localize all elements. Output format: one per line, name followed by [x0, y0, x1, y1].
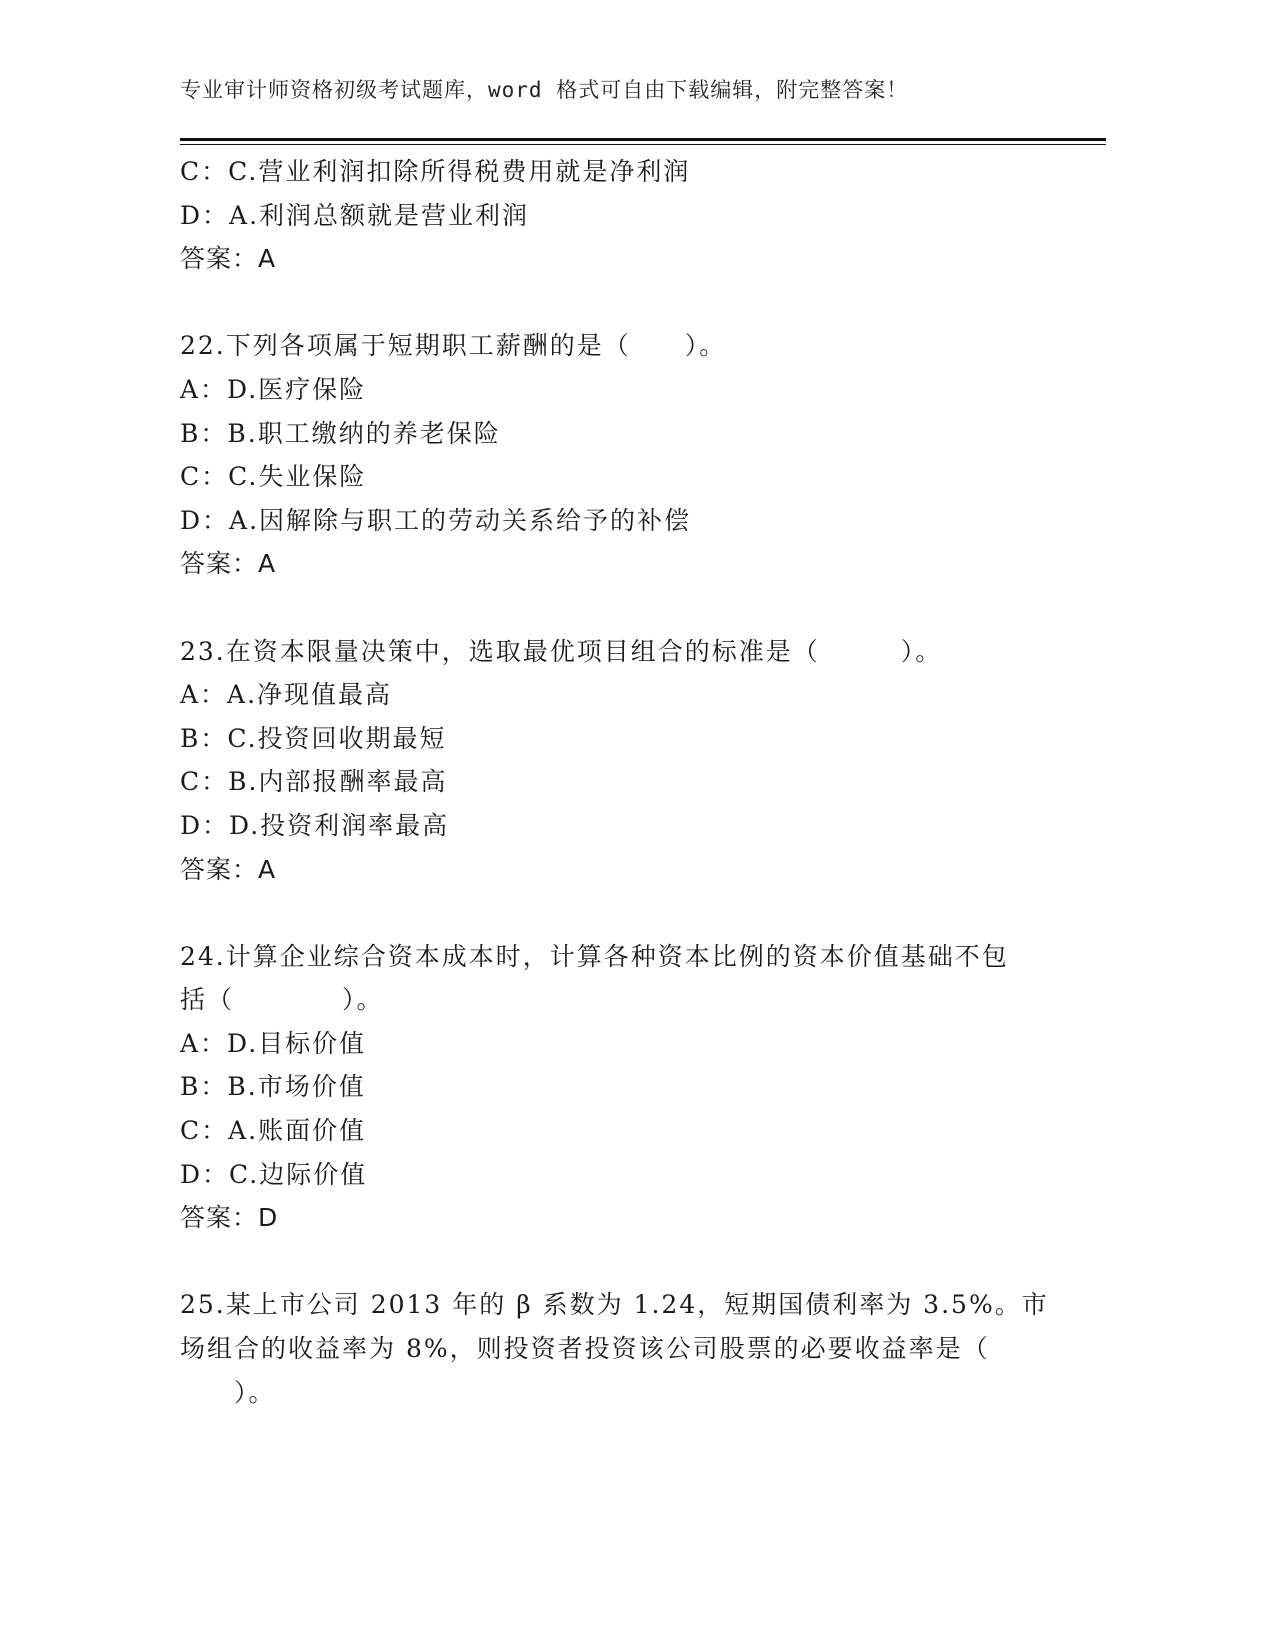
answer: 答案：A — [180, 244, 277, 274]
question-23 — [180, 630, 1060, 892]
answer: 答案：A — [180, 549, 277, 579]
option-b: B：B.职工缴纳的养老保险 — [180, 418, 501, 448]
option-c: C：C.营业利润扣除所得税费用就是净利润 — [180, 157, 691, 186]
option-d: D：D.投资利润率最高 — [180, 810, 450, 840]
question-list — [180, 150, 1060, 1414]
spacer — [180, 281, 1060, 325]
option-a: A：A.净现值最高 — [180, 680, 393, 710]
option-d: D：C.边际价值 — [180, 1159, 368, 1189]
spacer — [180, 891, 1060, 935]
question-stem-line-3: ）。 — [180, 1377, 276, 1407]
option-d: D：A.因解除与职工的劳动关系给予的补偿 — [180, 505, 692, 535]
question-22 — [180, 324, 1060, 586]
option-c: C：A.账面价值 — [180, 1116, 367, 1146]
question-stem-line-2: 场组合的收益率为 8%，则投资者投资该公司股票的必要收益率是（ — [180, 1334, 990, 1364]
option-a: A：D.医疗保险 — [180, 374, 367, 404]
question-stem-line-2: 括（ ）。 — [180, 985, 384, 1015]
question-24 — [180, 935, 1060, 1240]
page-header: 专业审计师资格初级考试题库，word 格式可自由下载编辑，附完整答案！ — [180, 78, 909, 102]
option-d: D：A.利润总额就是营业利润 — [180, 200, 530, 230]
option-b: B：B.市场价值 — [180, 1072, 366, 1102]
option-b: B：C.投资回收期最短 — [180, 723, 447, 753]
header-rule-thin — [180, 144, 1106, 145]
spacer — [180, 586, 1060, 630]
question-stem-line-1: 25.某上市公司 2013 年的 β 系数为 1.24，短期国债利率为 3.5%。市 — [180, 1290, 1049, 1320]
option-c: C：C.失业保险 — [180, 462, 367, 492]
question-stem-line-1: 24.计算企业综合资本成本时，计算各种资本比例的资本价值基础不包 — [180, 941, 1009, 971]
option-c: C：B.内部报酬率最高 — [180, 767, 448, 797]
spacer — [180, 1240, 1060, 1284]
question-stem: 23.在资本限量决策中，选取最优项目组合的标准是（ ）。 — [180, 636, 943, 666]
option-a: A：D.目标价值 — [180, 1028, 367, 1058]
answer: 答案：D — [180, 1203, 279, 1233]
answer: 答案：A — [180, 854, 277, 884]
question-25 — [180, 1283, 1060, 1414]
question-stem: 22.下列各项属于短期职工薪酬的是（ ）。 — [180, 331, 727, 361]
question-21-continued — [180, 150, 1060, 281]
header-rule-thick — [180, 138, 1106, 141]
